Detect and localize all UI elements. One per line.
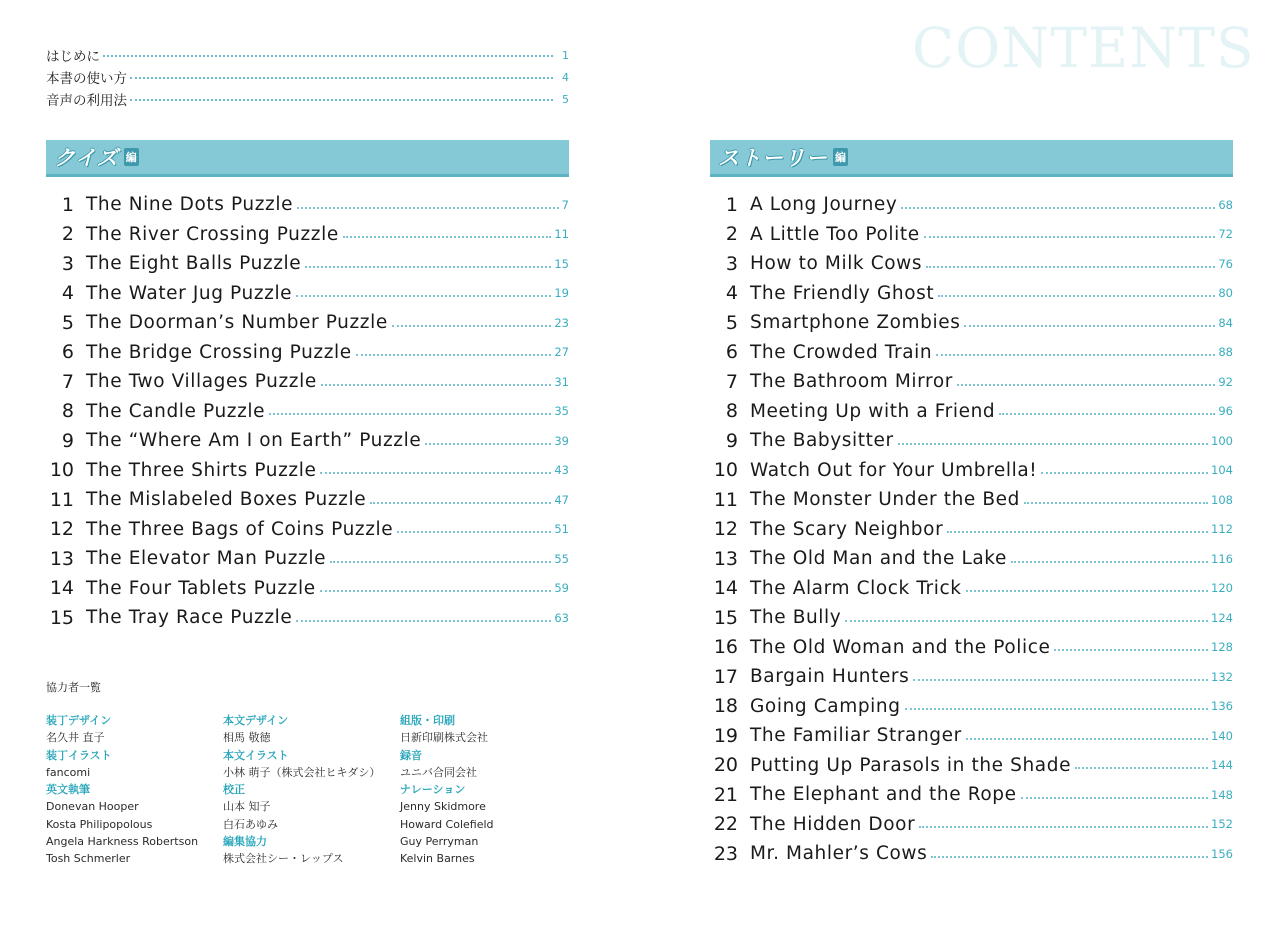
toc-entry-title: The Bathroom Mirror [750,371,953,393]
toc-entry-number: 3 [61,252,74,275]
credit-name: 日新印刷株式会社 [400,731,488,745]
toc-entry-number: 13 [49,547,74,570]
toc-entry-title: The River Crossing Puzzle [86,223,339,245]
toc-entry-number: 5 [61,311,74,334]
page-number: 148 [1211,787,1233,802]
page-number: 132 [1211,669,1233,684]
toc-entry-number: 3 [725,252,738,275]
toc-entry[interactable] [710,426,1233,456]
toc-entry-number: 16 [713,636,738,659]
toc-entry-number: 15 [49,606,74,629]
dot-leader [296,295,551,297]
toc-entry-title: The Mislabeled Boxes Puzzle [86,489,367,511]
dot-leader [898,443,1208,445]
credit-role: 英文執筆 [46,783,90,797]
toc-entry[interactable] [710,633,1233,663]
toc-entry[interactable] [46,397,569,427]
toc-entry-number: 20 [713,754,738,777]
dot-leader [1024,502,1208,504]
toc-entry-number: 23 [713,842,738,865]
toc-entry[interactable] [46,456,569,486]
toc-entry-title: The Water Jug Puzzle [86,282,293,304]
page-number: 128 [1211,640,1233,655]
dot-leader [320,590,552,592]
toc-entry-title: The Candle Puzzle [86,400,266,422]
dot-leader [1054,649,1208,651]
toc-entry[interactable] [46,485,569,515]
page-number: 136 [1211,699,1233,714]
toc-entry[interactable] [710,544,1233,574]
toc-entry-number: 1 [61,193,74,216]
page-number: 55 [554,551,569,566]
toc-entry-title: The Bridge Crossing Puzzle [86,341,352,363]
page-number: 51 [554,522,569,537]
page-number: 104 [1211,463,1233,478]
toc-entry[interactable] [710,662,1233,692]
toc-entry-number: 11 [713,488,738,511]
credit-role: 校正 [223,783,245,797]
toc-entry-number: 10 [713,459,738,482]
toc-entry-title: The Babysitter [750,430,894,452]
toc-entry-title: Putting Up Parasols in the Shade [750,754,1072,776]
dot-leader [901,207,1215,209]
page-number: 5 [562,92,569,106]
toc-entry[interactable] [46,338,569,368]
toc-entry-number: 18 [713,695,738,718]
credit-name: Guy Perryman [400,835,479,849]
dot-leader [999,413,1215,415]
toc-entry-title: The Four Tablets Puzzle [86,577,316,599]
toc-entry-number: 9 [61,429,74,452]
toc-entry-title: Meeting Up with a Friend [750,400,996,422]
page-number: 76 [1218,256,1233,271]
toc-entry[interactable] [46,515,569,545]
page-number: 1 [562,48,569,62]
toc-entry-title: Watch Out for Your Umbrella! [750,459,1038,481]
toc-entry-title: The Monster Under the Bed [750,489,1020,511]
toc-entry[interactable] [710,810,1233,840]
toc-entry-number: 17 [713,665,738,688]
toc-entry-title: Smartphone Zombies [750,312,961,334]
page-number: 116 [1211,551,1233,566]
toc-entry[interactable] [46,544,569,574]
dot-leader [1011,561,1208,563]
page-number: 68 [1218,197,1233,212]
credit-name: Howard Colefield [400,817,494,831]
toc-entry-title: The Doorman’s Number Puzzle [86,312,388,334]
page-number: 144 [1211,758,1233,773]
toc-entry[interactable] [710,751,1233,781]
quiz-section-suffix: 編 [124,148,139,166]
toc-entry-number: 2 [61,223,74,246]
toc-entry-number: 12 [713,518,738,541]
dot-leader [130,99,553,101]
credit-role: 本文デザイン [223,714,289,727]
page-number: 11 [554,227,569,242]
credits-heading: 協力者一覧 [46,681,101,694]
dot-leader [964,325,1215,327]
story-section-header [710,140,1233,177]
page-number: 63 [554,610,569,625]
toc-entry-number: 22 [713,813,738,836]
toc-entry[interactable] [46,308,569,338]
page-number: 120 [1211,581,1233,596]
toc-entry-title: The Tray Race Puzzle [86,607,293,629]
dot-leader [321,384,552,386]
toc-entry[interactable] [46,190,569,220]
dot-leader [425,443,551,445]
toc-entry-title: The Hidden Door [750,813,916,835]
dot-leader [1075,767,1208,769]
dot-leader [392,325,552,327]
page-number: 59 [554,581,569,596]
toc-entry-title: The Eight Balls Puzzle [86,253,302,275]
toc-entry-number: 1 [725,193,738,216]
toc-entry-title: The Scary Neighbor [750,518,944,540]
toc-entry-title: Bargain Hunters [750,666,910,688]
toc-entry-number: 6 [725,341,738,364]
toc-entry-title: The Two Villages Puzzle [86,371,317,393]
dot-leader [356,354,552,356]
toc-entry[interactable] [710,308,1233,338]
dot-leader [296,620,551,622]
page-number: 72 [1218,227,1233,242]
toc-entry-number: 13 [713,547,738,570]
dot-leader [305,266,551,268]
page-number: 19 [554,286,569,301]
toc-entry[interactable] [710,249,1233,279]
page-number: 112 [1211,522,1233,537]
toc-entry-title: A Long Journey [750,194,898,216]
dot-leader [343,236,552,238]
quiz-toc-list [46,190,569,633]
page-number: 140 [1211,728,1233,743]
toc-entry-title: Going Camping [750,695,901,717]
toc-entry[interactable] [710,338,1233,368]
intro-item[interactable] [46,44,569,66]
toc-entry-number: 21 [713,783,738,806]
story-section-title: ストーリー [718,146,828,170]
dot-leader [297,207,559,209]
intro-label: はじめに [46,49,100,65]
toc-entry-number: 4 [725,282,738,305]
dot-leader [370,502,551,504]
page-number: 88 [1218,345,1233,360]
dot-leader [905,708,1208,710]
toc-entry-title: The Nine Dots Puzzle [86,194,294,216]
toc-entry-title: The Familiar Stranger [750,725,962,747]
toc-entry[interactable] [46,249,569,279]
credit-name: 名久井 直子 [46,731,105,745]
credit-name: 山本 知子 [223,800,271,814]
intro-label: 音声の利用法 [46,93,127,109]
toc-entry-number: 8 [61,400,74,423]
credit-role: 装丁デザイン [46,714,112,727]
toc-entry[interactable] [46,603,569,633]
toc-entry-title: The “Where Am I on Earth” Puzzle [86,430,422,452]
credit-name: 株式会社シー・レップス [223,852,344,866]
toc-entry-title: A Little Too Polite [750,223,920,245]
dot-leader [320,472,551,474]
toc-entry-title: The Elephant and the Rope [750,784,1017,806]
page-number: 108 [1211,492,1233,507]
toc-entry-number: 19 [713,724,738,747]
dot-leader [845,620,1208,622]
credit-name: 相馬 敬徳 [223,731,271,745]
toc-entry-title: The Bully [750,607,842,629]
toc-entry[interactable] [46,426,569,456]
toc-entry-title: The Three Bags of Coins Puzzle [86,518,394,540]
credit-name: Tosh Schmerler [46,852,131,866]
toc-entry-number: 11 [49,488,74,511]
page-number: 152 [1211,817,1233,832]
toc-entry-number: 4 [61,282,74,305]
toc-entry[interactable] [710,603,1233,633]
toc-entry-title: The Alarm Clock Trick [750,577,962,599]
intro-list [46,44,569,110]
dot-leader [931,856,1208,858]
toc-entry-number: 7 [725,370,738,393]
credit-name: ユニバ合同会社 [400,765,477,779]
toc-entry-number: 14 [49,577,74,600]
credit-name: Angela Harkness Robertson [46,835,199,849]
toc-entry[interactable] [710,780,1233,810]
dot-leader [936,354,1215,356]
page-number: 92 [1218,374,1233,389]
dot-leader [924,236,1216,238]
toc-entry[interactable] [710,515,1233,545]
toc-entry[interactable] [710,397,1233,427]
toc-entry[interactable] [710,367,1233,397]
toc-entry-title: The Old Man and the Lake [750,548,1007,570]
credit-role: 本文イラスト [223,748,289,762]
dot-leader [957,384,1215,386]
credit-role: 編集協力 [223,835,267,849]
toc-entry-number: 7 [61,370,74,393]
toc-entry[interactable] [710,839,1233,869]
credit-name: fancomi [46,765,91,779]
toc-entry[interactable] [46,279,569,309]
dot-leader [330,561,551,563]
toc-entry[interactable] [710,485,1233,515]
dot-leader [938,295,1215,297]
page-number: 156 [1211,846,1233,861]
toc-entry[interactable] [710,279,1233,309]
story-toc-list [710,190,1233,869]
toc-entry-number: 5 [725,311,738,334]
credit-name: 白石あゆみ [223,817,278,831]
credit-role: ナレーション [400,783,466,797]
page-number: 31 [554,374,569,389]
dot-leader [926,266,1215,268]
page-number: 124 [1211,610,1233,625]
credits-column [46,712,198,868]
page-number: 47 [554,492,569,507]
quiz-section-header [46,140,569,177]
toc-entry[interactable] [46,367,569,397]
dot-leader [103,55,553,57]
toc-entry-number: 2 [725,223,738,246]
toc-entry[interactable] [710,721,1233,751]
dot-leader [269,413,551,415]
intro-label: 本書の使い方 [46,71,127,87]
dot-leader [966,590,1208,592]
toc-entry-number: 10 [49,459,74,482]
toc-entry-number: 12 [49,518,74,541]
credit-name: 小林 萌子（株式会社ヒキダシ） [223,765,381,779]
toc-entry-title: How to Milk Cows [750,253,923,275]
page-number: 27 [554,345,569,360]
toc-entry-title: The Three Shirts Puzzle [86,459,317,481]
dot-leader [1021,797,1208,799]
toc-entry-title: Mr. Mahler’s Cows [750,843,928,865]
contents-watermark: CONTENTS [912,16,1255,80]
credit-role: 録音 [400,748,422,762]
toc-entry[interactable] [46,220,569,250]
dot-leader [913,679,1208,681]
toc-entry-title: The Elevator Man Puzzle [86,548,327,570]
credit-name: Kelvin Barnes [400,852,475,866]
credit-name: Donevan Hooper [46,800,139,814]
credit-name: Kosta Philipopolous [46,817,153,831]
dot-leader [919,826,1208,828]
toc-entry-number: 6 [61,341,74,364]
credit-name: Jenny Skidmore [400,800,486,814]
dot-leader [130,77,553,79]
credit-role: 装丁イラスト [46,748,112,762]
toc-entry-title: The Old Woman and the Police [750,636,1051,658]
page-number: 7 [561,197,569,212]
toc-entry[interactable] [710,220,1233,250]
page-number: 39 [554,433,569,448]
intro-item[interactable] [46,66,569,88]
quiz-section-title: クイズ [54,146,119,170]
credits-column [223,712,380,868]
credits-column [400,712,494,868]
page-number: 23 [554,315,569,330]
page-number: 100 [1211,433,1233,448]
page-number: 15 [554,256,569,271]
page-number: 43 [554,463,569,478]
toc-entry-title: The Friendly Ghost [750,282,935,304]
dot-leader [966,738,1208,740]
story-section-suffix: 編 [833,148,848,166]
toc-entry-number: 14 [713,577,738,600]
toc-entry-number: 15 [713,606,738,629]
intro-item[interactable] [46,88,569,110]
toc-entry[interactable] [46,574,569,604]
toc-entry[interactable] [710,692,1233,722]
page-number: 4 [562,70,569,84]
toc-entry[interactable] [710,190,1233,220]
page-number: 35 [554,404,569,419]
toc-entry-number: 9 [725,429,738,452]
page-number: 80 [1218,286,1233,301]
toc-entry[interactable] [710,456,1233,486]
toc-entry-title: The Crowded Train [750,341,933,363]
dot-leader [947,531,1208,533]
dot-leader [1041,472,1208,474]
page-number: 84 [1218,315,1233,330]
toc-entry[interactable] [710,574,1233,604]
page-number: 96 [1218,404,1233,419]
dot-leader [397,531,551,533]
toc-entry-number: 8 [725,400,738,423]
credit-role: 組版・印刷 [400,714,455,727]
